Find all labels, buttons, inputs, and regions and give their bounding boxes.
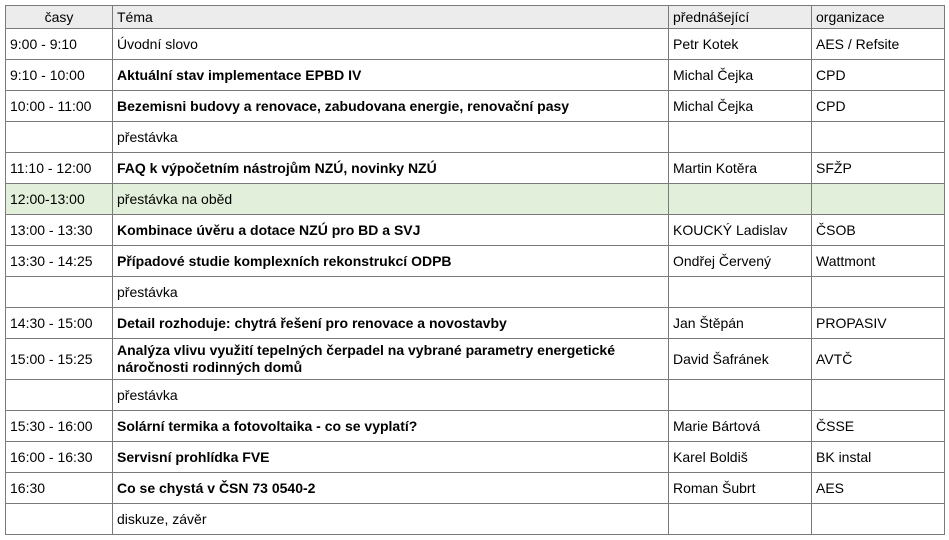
row-topic: Co se chystá v ČSN 73 0540-2 <box>113 473 669 504</box>
schedule-row <box>6 153 945 184</box>
row-time <box>6 277 113 308</box>
row-time <box>6 504 113 535</box>
schedule-row <box>6 29 945 60</box>
row-time: 11:10 - 12:00 <box>6 153 113 184</box>
row-organization <box>812 122 945 153</box>
schedule-row <box>6 473 945 504</box>
row-time: 13:00 - 13:30 <box>6 215 113 246</box>
row-speaker <box>669 504 812 535</box>
schedule-row <box>6 60 945 91</box>
row-speaker: Jan Štěpán <box>669 308 812 339</box>
row-organization: AVTČ <box>812 339 945 380</box>
schedule-row <box>6 277 945 308</box>
row-topic: Aktuální stav implementace EPBD IV <box>113 60 669 91</box>
schedule-row <box>6 184 945 215</box>
row-speaker: Ondřej Červený <box>669 246 812 277</box>
row-topic: FAQ k výpočetním nástrojům NZÚ, novinky NZÚ <box>113 153 669 184</box>
row-speaker: Petr Kotek <box>669 29 812 60</box>
row-speaker <box>669 122 812 153</box>
row-time: 14:30 - 15:00 <box>6 308 113 339</box>
row-time: 9:00 - 9:10 <box>6 29 113 60</box>
row-topic: přestávka <box>113 380 669 411</box>
row-topic: Servisní prohlídka FVE <box>113 442 669 473</box>
row-speaker: Martin Kotěra <box>669 153 812 184</box>
row-speaker <box>669 184 812 215</box>
schedule-row <box>6 442 945 473</box>
schedule-row <box>6 339 945 380</box>
row-speaker: Marie Bártová <box>669 411 812 442</box>
row-topic: Detail rozhoduje: chytrá řešení pro renovace a novostavby <box>113 308 669 339</box>
header-topic: Téma <box>113 6 669 29</box>
row-time: 13:30 - 14:25 <box>6 246 113 277</box>
schedule-row <box>6 308 945 339</box>
row-organization: CPD <box>812 91 945 122</box>
header-row <box>6 6 945 29</box>
row-time: 10:00 - 11:00 <box>6 91 113 122</box>
row-speaker: Karel Boldiš <box>669 442 812 473</box>
row-topic: Solární termika a fotovoltaika - co se vyplatí? <box>113 411 669 442</box>
row-organization <box>812 380 945 411</box>
row-topic: přestávka <box>113 122 669 153</box>
row-organization <box>812 504 945 535</box>
row-speaker <box>669 380 812 411</box>
row-time: 9:10 - 10:00 <box>6 60 113 91</box>
row-topic: přestávka na oběd <box>113 184 669 215</box>
row-organization: AES / Refsite <box>812 29 945 60</box>
row-organization: SFŽP <box>812 153 945 184</box>
row-speaker: David Šafránek <box>669 339 812 380</box>
schedule-row <box>6 91 945 122</box>
row-organization <box>812 184 945 215</box>
schedule-wrapper <box>5 5 945 535</box>
schedule-row <box>6 122 945 153</box>
row-organization: ČSOB <box>812 215 945 246</box>
row-organization: AES <box>812 473 945 504</box>
row-speaker: KOUCKÝ Ladislav <box>669 215 812 246</box>
schedule-body <box>6 29 945 535</box>
row-topic: Úvodní slovo <box>113 29 669 60</box>
row-topic: Případové studie komplexních rekonstrukcí ODPB <box>113 246 669 277</box>
schedule-row <box>6 215 945 246</box>
row-topic: Bezemisni budovy a renovace, zabudovana energie, renovační pasy <box>113 91 669 122</box>
row-time: 15:00 - 15:25 <box>6 339 113 380</box>
row-time: 12:00-13:00 <box>6 184 113 215</box>
row-topic: diskuze, závěr <box>113 504 669 535</box>
row-organization: BK instal <box>812 442 945 473</box>
row-organization: Wattmont <box>812 246 945 277</box>
row-organization <box>812 277 945 308</box>
schedule-row <box>6 380 945 411</box>
row-time <box>6 380 113 411</box>
row-time: 15:30 - 16:00 <box>6 411 113 442</box>
row-speaker: Roman Šubrt <box>669 473 812 504</box>
row-speaker <box>669 277 812 308</box>
schedule-row <box>6 504 945 535</box>
row-topic: přestávka <box>113 277 669 308</box>
header-organization: organizace <box>812 6 945 29</box>
header-speaker: přednášející <box>669 6 812 29</box>
row-organization: CPD <box>812 60 945 91</box>
row-organization: ČSSE <box>812 411 945 442</box>
header-time: časy <box>6 6 113 29</box>
schedule-row <box>6 246 945 277</box>
row-speaker: Michal Čejka <box>669 91 812 122</box>
schedule-table <box>5 5 945 535</box>
row-topic: Analýza vlivu využití tepelných čerpadel na vybrané parametry energetické náročnosti rodinných domů <box>113 339 669 380</box>
row-time: 16:30 <box>6 473 113 504</box>
row-time <box>6 122 113 153</box>
row-organization: PROPASIV <box>812 308 945 339</box>
schedule-header <box>6 6 945 29</box>
schedule-row <box>6 411 945 442</box>
row-topic: Kombinace úvěru a dotace NZÚ pro BD a SVJ <box>113 215 669 246</box>
row-time: 16:00 - 16:30 <box>6 442 113 473</box>
row-speaker: Michal Čejka <box>669 60 812 91</box>
